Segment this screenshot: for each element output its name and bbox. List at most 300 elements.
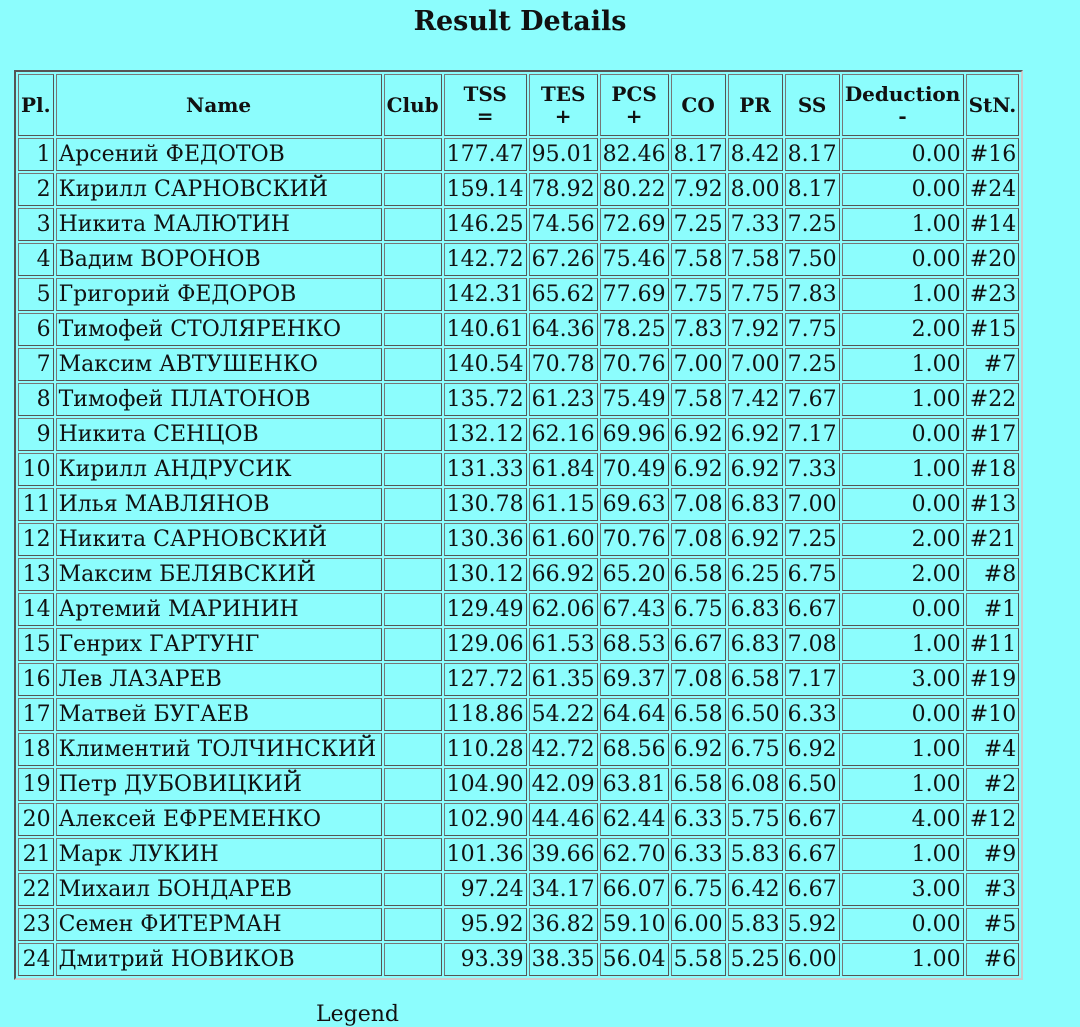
cell-place: 1	[18, 138, 54, 171]
header-deduction-sub: -	[898, 104, 907, 128]
cell-club	[384, 593, 442, 626]
cell-ss: 6.67	[785, 803, 840, 836]
cell-ss: 7.25	[785, 523, 840, 556]
cell-pr: 7.42	[728, 383, 783, 416]
cell-tss: 97.24	[444, 873, 527, 906]
cell-club	[384, 418, 442, 451]
cell-club	[384, 768, 442, 801]
cell-starting-number: #5	[966, 908, 1020, 941]
legend-heading: Legend	[316, 1002, 399, 1027]
cell-name: Никита СЕНЦОВ	[56, 418, 382, 451]
cell-starting-number: #22	[966, 383, 1020, 416]
cell-place: 7	[18, 348, 54, 381]
cell-place: 18	[18, 733, 54, 766]
cell-starting-number: #17	[966, 418, 1020, 451]
cell-name: Михаил БОНДАРЕВ	[56, 873, 382, 906]
cell-name: Марк ЛУКИН	[56, 838, 382, 871]
cell-co: 6.58	[671, 698, 726, 731]
cell-co: 7.08	[671, 523, 726, 556]
cell-place: 9	[18, 418, 54, 451]
cell-tes: 64.36	[529, 313, 598, 346]
cell-co: 6.92	[671, 453, 726, 486]
cell-tes: 54.22	[529, 698, 598, 731]
table-row	[18, 208, 1019, 241]
cell-club	[384, 208, 442, 241]
cell-name: Дмитрий НОВИКОВ	[56, 943, 382, 976]
cell-tss: 142.72	[444, 243, 527, 276]
cell-deduction: 3.00	[842, 873, 964, 906]
cell-deduction: 1.00	[842, 768, 964, 801]
cell-name: Арсений ФЕДОТОВ	[56, 138, 382, 171]
cell-deduction: 0.00	[842, 138, 964, 171]
cell-tss: 93.39	[444, 943, 527, 976]
table-row	[18, 348, 1019, 381]
cell-tss: 129.06	[444, 628, 527, 661]
cell-place: 3	[18, 208, 54, 241]
cell-club	[384, 138, 442, 171]
cell-tss: 104.90	[444, 768, 527, 801]
table-row	[18, 873, 1019, 906]
header-deduction-label: Deduction	[844, 82, 961, 106]
cell-starting-number: #10	[966, 698, 1020, 731]
cell-pr: 6.50	[728, 698, 783, 731]
cell-starting-number: #4	[966, 733, 1020, 766]
cell-place: 19	[18, 768, 54, 801]
page-title: Result Details	[413, 6, 627, 37]
cell-club	[384, 838, 442, 871]
header-ss: SS	[785, 74, 840, 136]
cell-tes: 61.60	[529, 523, 598, 556]
cell-pcs: 70.49	[600, 453, 669, 486]
cell-tes: 44.46	[529, 803, 598, 836]
cell-club	[384, 873, 442, 906]
header-pcs	[600, 74, 669, 136]
cell-name: Генрих ГАРТУНГ	[56, 628, 382, 661]
cell-club	[384, 523, 442, 556]
table-row	[18, 523, 1019, 556]
cell-co: 6.00	[671, 908, 726, 941]
cell-name: Никита САРНОВСКИЙ	[56, 523, 382, 556]
cell-starting-number: #23	[966, 278, 1020, 311]
cell-club	[384, 663, 442, 696]
cell-name: Семен ФИТЕРМАН	[56, 908, 382, 941]
cell-pr: 6.83	[728, 628, 783, 661]
cell-tes: 95.01	[529, 138, 598, 171]
cell-name: Лев ЛАЗАРЕВ	[56, 663, 382, 696]
cell-tss: 131.33	[444, 453, 527, 486]
cell-tes: 39.66	[529, 838, 598, 871]
cell-ss: 7.17	[785, 663, 840, 696]
cell-starting-number: #9	[966, 838, 1020, 871]
cell-place: 17	[18, 698, 54, 731]
cell-place: 5	[18, 278, 54, 311]
cell-starting-number: #16	[966, 138, 1020, 171]
cell-club	[384, 943, 442, 976]
cell-co: 6.33	[671, 803, 726, 836]
cell-club	[384, 173, 442, 206]
cell-starting-number: #3	[966, 873, 1020, 906]
table-header	[18, 74, 1019, 136]
cell-pr: 6.58	[728, 663, 783, 696]
table-body	[18, 138, 1019, 976]
cell-ss: 7.33	[785, 453, 840, 486]
cell-club	[384, 348, 442, 381]
table-row	[18, 838, 1019, 871]
cell-tes: 61.23	[529, 383, 598, 416]
cell-co: 7.75	[671, 278, 726, 311]
table-row	[18, 663, 1019, 696]
cell-tes: 61.84	[529, 453, 598, 486]
cell-tss: 140.54	[444, 348, 527, 381]
table-row	[18, 558, 1019, 591]
cell-place: 15	[18, 628, 54, 661]
cell-name: Никита МАЛЮТИН	[56, 208, 382, 241]
header-name: Name	[56, 74, 382, 136]
results-table	[14, 70, 1023, 980]
cell-pr: 8.00	[728, 173, 783, 206]
cell-tss: 129.49	[444, 593, 527, 626]
cell-co: 5.58	[671, 943, 726, 976]
cell-place: 6	[18, 313, 54, 346]
table-row	[18, 243, 1019, 276]
cell-deduction: 2.00	[842, 523, 964, 556]
cell-ss: 6.92	[785, 733, 840, 766]
table-row	[18, 173, 1019, 206]
cell-ss: 7.08	[785, 628, 840, 661]
cell-starting-number: #19	[966, 663, 1020, 696]
header-tss-sub: =	[476, 104, 494, 128]
cell-name: Григорий ФЕДОРОВ	[56, 278, 382, 311]
cell-co: 7.58	[671, 383, 726, 416]
cell-co: 7.08	[671, 663, 726, 696]
cell-pcs: 67.43	[600, 593, 669, 626]
cell-place: 11	[18, 488, 54, 521]
cell-pr: 7.92	[728, 313, 783, 346]
cell-place: 8	[18, 383, 54, 416]
cell-deduction: 0.00	[842, 243, 964, 276]
cell-starting-number: #1	[966, 593, 1020, 626]
cell-place: 14	[18, 593, 54, 626]
cell-tss: 95.92	[444, 908, 527, 941]
cell-pcs: 68.53	[600, 628, 669, 661]
cell-starting-number: #6	[966, 943, 1020, 976]
cell-ss: 6.75	[785, 558, 840, 591]
cell-place: 24	[18, 943, 54, 976]
cell-co: 7.08	[671, 488, 726, 521]
cell-place: 4	[18, 243, 54, 276]
cell-deduction: 1.00	[842, 453, 964, 486]
cell-deduction: 0.00	[842, 418, 964, 451]
cell-ss: 6.67	[785, 838, 840, 871]
cell-starting-number: #2	[966, 768, 1020, 801]
cell-starting-number: #8	[966, 558, 1020, 591]
cell-club	[384, 803, 442, 836]
cell-tes: 34.17	[529, 873, 598, 906]
table-row	[18, 313, 1019, 346]
cell-name: Матвей БУГАЕВ	[56, 698, 382, 731]
cell-deduction: 1.00	[842, 278, 964, 311]
cell-pr: 7.33	[728, 208, 783, 241]
header-co: CO	[671, 74, 726, 136]
cell-pr: 7.00	[728, 348, 783, 381]
cell-pcs: 70.76	[600, 523, 669, 556]
cell-deduction: 1.00	[842, 733, 964, 766]
cell-pcs: 66.07	[600, 873, 669, 906]
cell-tss: 140.61	[444, 313, 527, 346]
cell-tss: 118.86	[444, 698, 527, 731]
table-row	[18, 943, 1019, 976]
cell-co: 6.75	[671, 873, 726, 906]
cell-name: Петр ДУБОВИЦКИЙ	[56, 768, 382, 801]
table-row	[18, 698, 1019, 731]
header-deduction	[842, 74, 964, 136]
cell-pcs: 82.46	[600, 138, 669, 171]
cell-co: 6.75	[671, 593, 726, 626]
cell-tss: 159.14	[444, 173, 527, 206]
cell-pr: 6.42	[728, 873, 783, 906]
header-club: Club	[384, 74, 442, 136]
cell-starting-number: #15	[966, 313, 1020, 346]
cell-tes: 78.92	[529, 173, 598, 206]
cell-co: 6.67	[671, 628, 726, 661]
cell-name: Алексей ЕФРЕМЕНКО	[56, 803, 382, 836]
cell-starting-number: #14	[966, 208, 1020, 241]
cell-pcs: 65.20	[600, 558, 669, 591]
cell-deduction: 1.00	[842, 383, 964, 416]
cell-pcs: 62.44	[600, 803, 669, 836]
cell-club	[384, 558, 442, 591]
cell-co: 6.33	[671, 838, 726, 871]
cell-pr: 6.92	[728, 453, 783, 486]
cell-tss: 101.36	[444, 838, 527, 871]
cell-club	[384, 488, 442, 521]
cell-ss: 6.67	[785, 593, 840, 626]
cell-club	[384, 698, 442, 731]
cell-pcs: 70.76	[600, 348, 669, 381]
header-stn: StN.	[966, 74, 1020, 136]
cell-pcs: 78.25	[600, 313, 669, 346]
cell-pcs: 62.70	[600, 838, 669, 871]
cell-ss: 7.25	[785, 348, 840, 381]
cell-tes: 67.26	[529, 243, 598, 276]
cell-pcs: 63.81	[600, 768, 669, 801]
cell-pr: 6.83	[728, 488, 783, 521]
cell-pr: 6.08	[728, 768, 783, 801]
cell-place: 16	[18, 663, 54, 696]
cell-co: 6.58	[671, 768, 726, 801]
cell-pcs: 75.46	[600, 243, 669, 276]
cell-tss: 102.90	[444, 803, 527, 836]
cell-pcs: 56.04	[600, 943, 669, 976]
cell-ss: 6.00	[785, 943, 840, 976]
header-pl: Pl.	[18, 74, 54, 136]
cell-name: Максим АВТУШЕНКО	[56, 348, 382, 381]
cell-deduction: 1.00	[842, 943, 964, 976]
cell-ss: 6.50	[785, 768, 840, 801]
cell-deduction: 0.00	[842, 173, 964, 206]
cell-pcs: 59.10	[600, 908, 669, 941]
cell-deduction: 1.00	[842, 838, 964, 871]
cell-tes: 42.72	[529, 733, 598, 766]
cell-pr: 5.83	[728, 838, 783, 871]
cell-club	[384, 383, 442, 416]
cell-name: Тимофей ПЛАТОНОВ	[56, 383, 382, 416]
table-row	[18, 908, 1019, 941]
cell-pr: 8.42	[728, 138, 783, 171]
cell-tss: 130.12	[444, 558, 527, 591]
cell-tss: 146.25	[444, 208, 527, 241]
table-row	[18, 418, 1019, 451]
cell-club	[384, 278, 442, 311]
cell-tes: 61.35	[529, 663, 598, 696]
cell-ss: 7.83	[785, 278, 840, 311]
cell-co: 6.92	[671, 418, 726, 451]
cell-co: 8.17	[671, 138, 726, 171]
cell-pr: 7.75	[728, 278, 783, 311]
cell-starting-number: #11	[966, 628, 1020, 661]
cell-starting-number: #12	[966, 803, 1020, 836]
cell-tes: 61.15	[529, 488, 598, 521]
cell-starting-number: #21	[966, 523, 1020, 556]
cell-tes: 61.53	[529, 628, 598, 661]
cell-starting-number: #24	[966, 173, 1020, 206]
table-row	[18, 593, 1019, 626]
cell-pcs: 64.64	[600, 698, 669, 731]
cell-co: 6.92	[671, 733, 726, 766]
cell-place: 22	[18, 873, 54, 906]
cell-pcs: 72.69	[600, 208, 669, 241]
cell-starting-number: #18	[966, 453, 1020, 486]
cell-place: 13	[18, 558, 54, 591]
cell-deduction: 1.00	[842, 628, 964, 661]
cell-tss: 177.47	[444, 138, 527, 171]
cell-pr: 6.92	[728, 523, 783, 556]
cell-starting-number: #7	[966, 348, 1020, 381]
cell-co: 6.58	[671, 558, 726, 591]
cell-deduction: 1.00	[842, 208, 964, 241]
cell-ss: 5.92	[785, 908, 840, 941]
cell-pr: 5.83	[728, 908, 783, 941]
cell-place: 20	[18, 803, 54, 836]
cell-ss: 7.67	[785, 383, 840, 416]
cell-starting-number: #13	[966, 488, 1020, 521]
header-tes-sub: +	[554, 104, 572, 128]
cell-tes: 65.62	[529, 278, 598, 311]
cell-ss: 8.17	[785, 173, 840, 206]
cell-tes: 74.56	[529, 208, 598, 241]
cell-tes: 62.06	[529, 593, 598, 626]
cell-pr: 6.83	[728, 593, 783, 626]
cell-name: Илья МАВЛЯНОВ	[56, 488, 382, 521]
cell-tss: 142.31	[444, 278, 527, 311]
cell-name: Кирилл АНДРУСИК	[56, 453, 382, 486]
header-tes	[529, 74, 598, 136]
header-pcs-label: PCS	[611, 82, 657, 106]
cell-tes: 62.16	[529, 418, 598, 451]
cell-co: 7.58	[671, 243, 726, 276]
cell-tss: 130.78	[444, 488, 527, 521]
cell-ss: 7.50	[785, 243, 840, 276]
cell-pcs: 75.49	[600, 383, 669, 416]
cell-deduction: 4.00	[842, 803, 964, 836]
cell-pcs: 69.63	[600, 488, 669, 521]
cell-deduction: 3.00	[842, 663, 964, 696]
cell-ss: 7.00	[785, 488, 840, 521]
table-row	[18, 488, 1019, 521]
cell-place: 12	[18, 523, 54, 556]
cell-pcs: 68.56	[600, 733, 669, 766]
cell-pr: 6.75	[728, 733, 783, 766]
cell-club	[384, 733, 442, 766]
cell-club	[384, 453, 442, 486]
cell-deduction: 0.00	[842, 488, 964, 521]
cell-pr: 6.92	[728, 418, 783, 451]
cell-ss: 7.75	[785, 313, 840, 346]
cell-name: Максим БЕЛЯВСКИЙ	[56, 558, 382, 591]
cell-deduction: 2.00	[842, 313, 964, 346]
cell-club	[384, 313, 442, 346]
cell-deduction: 1.00	[842, 348, 964, 381]
cell-place: 2	[18, 173, 54, 206]
cell-deduction: 0.00	[842, 593, 964, 626]
cell-tes: 36.82	[529, 908, 598, 941]
cell-place: 21	[18, 838, 54, 871]
table-row	[18, 383, 1019, 416]
cell-tss: 132.12	[444, 418, 527, 451]
cell-ss: 8.17	[785, 138, 840, 171]
cell-name: Климентий ТОЛЧИНСКИЙ	[56, 733, 382, 766]
cell-pr: 6.25	[728, 558, 783, 591]
cell-ss: 6.33	[785, 698, 840, 731]
table-row	[18, 138, 1019, 171]
cell-tss: 127.72	[444, 663, 527, 696]
cell-pr: 5.25	[728, 943, 783, 976]
cell-pcs: 77.69	[600, 278, 669, 311]
cell-name: Кирилл САРНОВСКИЙ	[56, 173, 382, 206]
table-row	[18, 733, 1019, 766]
table-row	[18, 768, 1019, 801]
cell-name: Тимофей СТОЛЯРЕНКО	[56, 313, 382, 346]
table-row	[18, 453, 1019, 486]
table-row	[18, 803, 1019, 836]
cell-name: Вадим ВОРОНОВ	[56, 243, 382, 276]
header-tes-label: TES	[540, 82, 586, 106]
cell-deduction: 0.00	[842, 908, 964, 941]
cell-club	[384, 243, 442, 276]
cell-ss: 7.17	[785, 418, 840, 451]
cell-starting-number: #20	[966, 243, 1020, 276]
table-row	[18, 628, 1019, 661]
cell-place: 23	[18, 908, 54, 941]
cell-pr: 5.75	[728, 803, 783, 836]
cell-pr: 7.58	[728, 243, 783, 276]
cell-tes: 42.09	[529, 768, 598, 801]
cell-pcs: 80.22	[600, 173, 669, 206]
cell-club	[384, 908, 442, 941]
cell-pcs: 69.37	[600, 663, 669, 696]
cell-deduction: 2.00	[842, 558, 964, 591]
cell-deduction: 0.00	[842, 698, 964, 731]
cell-ss: 6.67	[785, 873, 840, 906]
cell-name: Артемий МАРИНИН	[56, 593, 382, 626]
header-tss	[444, 74, 527, 136]
cell-co: 7.92	[671, 173, 726, 206]
cell-tss: 135.72	[444, 383, 527, 416]
cell-tes: 66.92	[529, 558, 598, 591]
cell-tss: 130.36	[444, 523, 527, 556]
cell-pcs: 69.96	[600, 418, 669, 451]
header-pr: PR	[728, 74, 783, 136]
